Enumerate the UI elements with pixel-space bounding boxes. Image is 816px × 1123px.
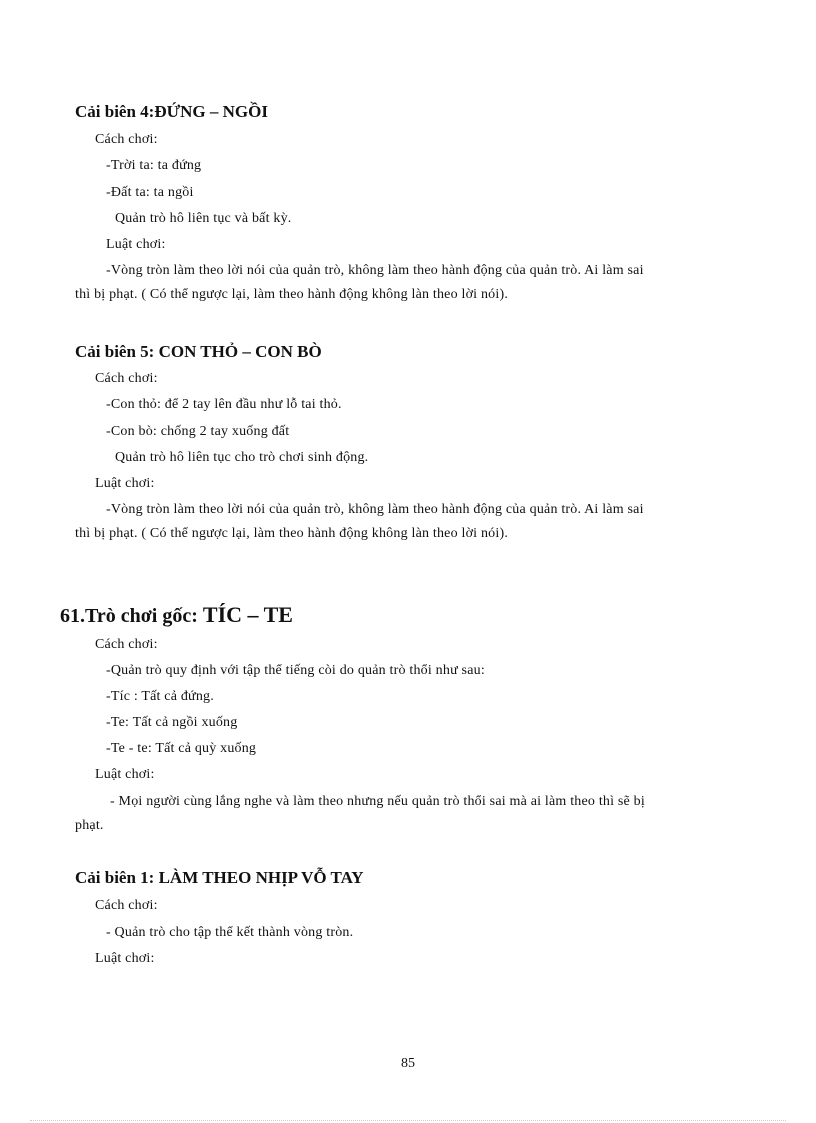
cach-choi-label: Cách chơi:: [95, 898, 158, 913]
cach-choi-label: Cách chơi:: [95, 637, 158, 652]
page-number: 85: [401, 1056, 415, 1071]
list-item: -Đất ta: ta ngồi: [106, 185, 194, 200]
rule-text: -Vòng tròn làm theo lời nói của quản trò, không làm theo hành động của quản trò. Ai làm sai: [106, 502, 644, 517]
list-item: -Te - te: Tất cả quỳ xuống: [106, 741, 257, 756]
rule-text: thì bị phạt. ( Có thể ngược lại, làm theo hành động không làn theo lời nói).: [75, 287, 509, 302]
rule-text: phạt.: [75, 818, 104, 833]
game-title-main: TÍC – TE: [202, 602, 293, 627]
list-item: -Con thỏ: để 2 tay lên đầu như lỗ tai thỏ.: [106, 397, 342, 412]
list-item: -Tíc : Tất cả đứng.: [106, 689, 214, 704]
list-item: - Quản trò cho tập thể kết thành vòng tròn.: [106, 925, 354, 940]
rule-text: -Vòng tròn làm theo lời nói của quản trò, không làm theo hành động của quản trò. Ai làm sai: [106, 263, 644, 278]
list-item: Quản trò hô liên tục cho trò chơi sinh động.: [115, 450, 369, 465]
game-title: [60, 602, 293, 629]
luat-choi-label: Luật chơi:: [95, 951, 155, 966]
luat-choi-label: Luật chơi:: [106, 237, 166, 252]
luat-choi-label: Luật chơi:: [95, 767, 155, 782]
section-title: Cải biên 5: CON THỎ – CON BÒ: [75, 342, 322, 361]
list-item: Quản trò hô liên tục và bất kỳ.: [115, 211, 292, 226]
rule-text: - Mọi người cùng lắng nghe và làm theo nhưng nếu quản trò thổi sai mà ai làm theo thì sẽ bị: [110, 794, 645, 809]
list-item: -Trời ta: ta đứng: [106, 158, 202, 173]
cach-choi-label: Cách chơi:: [95, 371, 158, 386]
luat-choi-label: Luật chơi:: [95, 476, 155, 491]
game-title-prefix: 61.Trò chơi gốc:: [60, 605, 203, 627]
list-item: -Con bò: chống 2 tay xuống đất: [106, 424, 290, 439]
list-item: -Te: Tất cả ngồi xuống: [106, 715, 238, 730]
section-title: Cải biên 4:ĐỨNG – NGỒI: [75, 102, 268, 121]
rule-text: thì bị phạt. ( Có thể ngược lại, làm theo hành động không làn theo lời nói).: [75, 526, 509, 541]
list-item: -Quản trò quy định với tập thể tiếng còi do quản trò thổi như sau:: [106, 663, 485, 678]
footer-divider: [30, 1120, 786, 1121]
section-title: Cải biên 1: LÀM THEO NHỊP VỖ TAY: [75, 868, 364, 887]
cach-choi-label: Cách chơi:: [95, 132, 158, 147]
